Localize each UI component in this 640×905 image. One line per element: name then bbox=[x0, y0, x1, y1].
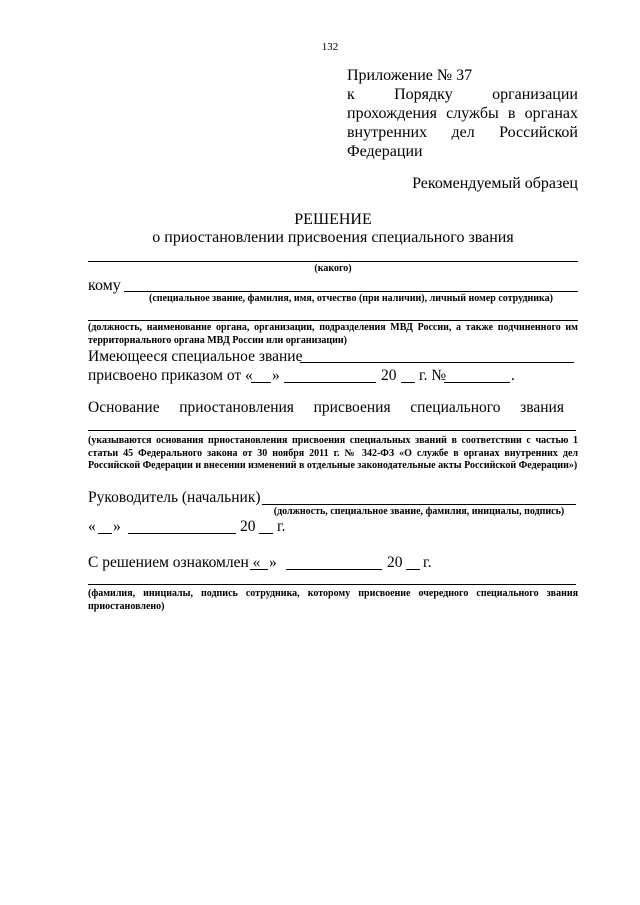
basis-word-2: приостановления bbox=[179, 399, 294, 416]
caption-employee: (фамилия, инициалы, подпись сотрудника, которому присвоение очередного специального звания приостановлено) bbox=[88, 588, 578, 612]
basis-word-3: присвоения bbox=[313, 399, 391, 416]
existing-rank-label: Имеющееся специальное звание bbox=[88, 348, 303, 365]
page-number: 132 bbox=[321, 41, 339, 53]
date-year-line[interactable] bbox=[259, 533, 273, 534]
appendix-word-rossiyskoy: Российской bbox=[499, 124, 578, 141]
assigned-month-line[interactable] bbox=[284, 382, 376, 383]
appendix-block bbox=[347, 66, 578, 161]
date-day-line[interactable] bbox=[98, 533, 112, 534]
assigned-number-line[interactable] bbox=[444, 382, 510, 383]
acquainted-year-prefix: 20 bbox=[387, 554, 403, 571]
appendix-line-5: Федерации bbox=[347, 143, 423, 160]
assigned-period: . bbox=[511, 367, 515, 384]
appendix-word-del: дел bbox=[451, 124, 475, 141]
appendix-word-poryadku: Порядку bbox=[394, 86, 453, 103]
head-line[interactable] bbox=[262, 504, 576, 505]
which-rank-line[interactable] bbox=[88, 261, 578, 262]
appendix-word-organizatsii: организации bbox=[492, 86, 578, 103]
basis-line[interactable] bbox=[88, 430, 576, 431]
acquainted-g: г. bbox=[423, 554, 432, 571]
assigned-g-number: г. № bbox=[419, 367, 447, 384]
caption-position: (должность, наименование органа, организации, подразделения МВД России, а также подчиненного им территориального органа МВД России или организации) bbox=[88, 322, 578, 346]
document-title: РЕШЕНИЕ bbox=[294, 211, 372, 228]
caption-to: (специальное звание, фамилия, имя, отчество (при наличии), личный номер сотрудника) bbox=[149, 293, 553, 304]
caption-head: (должность, специальное звание, фамилия, инициалы, подпись) bbox=[273, 506, 565, 517]
caption-basis: (указываются основания приостановления присвоения специальных званий в соответствии с частью 1 статьи 45 Федерального закона от 30 ноября 2011 г. № 342-ФЗ «О службе в органах внутренних дел Российской Федерации и внесении изменений в отдельные законодательные акты Российской Федерации») bbox=[88, 435, 578, 471]
basis-word-1: Основание bbox=[88, 399, 160, 416]
assigned-order-row bbox=[88, 367, 528, 387]
appendix-line-4 bbox=[347, 123, 578, 142]
date-g: г. bbox=[277, 518, 286, 535]
recommended-sample: Рекомендуемый образец bbox=[412, 175, 578, 192]
date-open-quote: « bbox=[88, 518, 96, 535]
head-label: Руководитель (начальник) bbox=[88, 489, 261, 506]
acquainted-year-line[interactable] bbox=[406, 569, 420, 570]
acquainted-month-line[interactable] bbox=[286, 569, 382, 570]
date-month-line[interactable] bbox=[128, 533, 236, 534]
appendix-word-vnutrennih: внутренних bbox=[347, 124, 428, 141]
employee-line[interactable] bbox=[88, 584, 576, 585]
document-subtitle: о приостановлении присвоения специального звания bbox=[152, 229, 514, 246]
basis-word-5: звания bbox=[520, 399, 564, 416]
date-year-prefix: 20 bbox=[240, 518, 256, 535]
appendix-line-3: прохождения службы в органах bbox=[347, 105, 578, 122]
basis-word-4: специального bbox=[410, 399, 501, 416]
assigned-year-line[interactable] bbox=[401, 382, 415, 383]
assigned-day-line[interactable] bbox=[251, 382, 271, 383]
appendix-line-1: Приложение № 37 bbox=[347, 67, 473, 84]
acquainted-close-quote: » bbox=[269, 554, 277, 571]
existing-rank-line[interactable] bbox=[300, 362, 574, 363]
assigned-year-prefix: 20 bbox=[381, 367, 397, 384]
to-line[interactable] bbox=[124, 291, 578, 292]
to-label: кому bbox=[88, 277, 121, 294]
acquainted-text: С решением ознакомлен « bbox=[88, 554, 261, 571]
acquainted-row bbox=[88, 554, 448, 574]
assigned-close-quote: » bbox=[272, 367, 280, 384]
date-close-quote: » bbox=[113, 518, 121, 535]
appendix-line-2 bbox=[347, 85, 578, 104]
assigned-order-text: присвоено приказом от « bbox=[88, 367, 253, 384]
basis-row bbox=[88, 399, 564, 417]
caption-which: (какого) bbox=[314, 263, 352, 274]
acquainted-day-line[interactable] bbox=[250, 569, 268, 570]
date-row bbox=[88, 518, 308, 538]
appendix-word-k: к bbox=[347, 86, 355, 103]
position-line[interactable] bbox=[88, 320, 578, 321]
